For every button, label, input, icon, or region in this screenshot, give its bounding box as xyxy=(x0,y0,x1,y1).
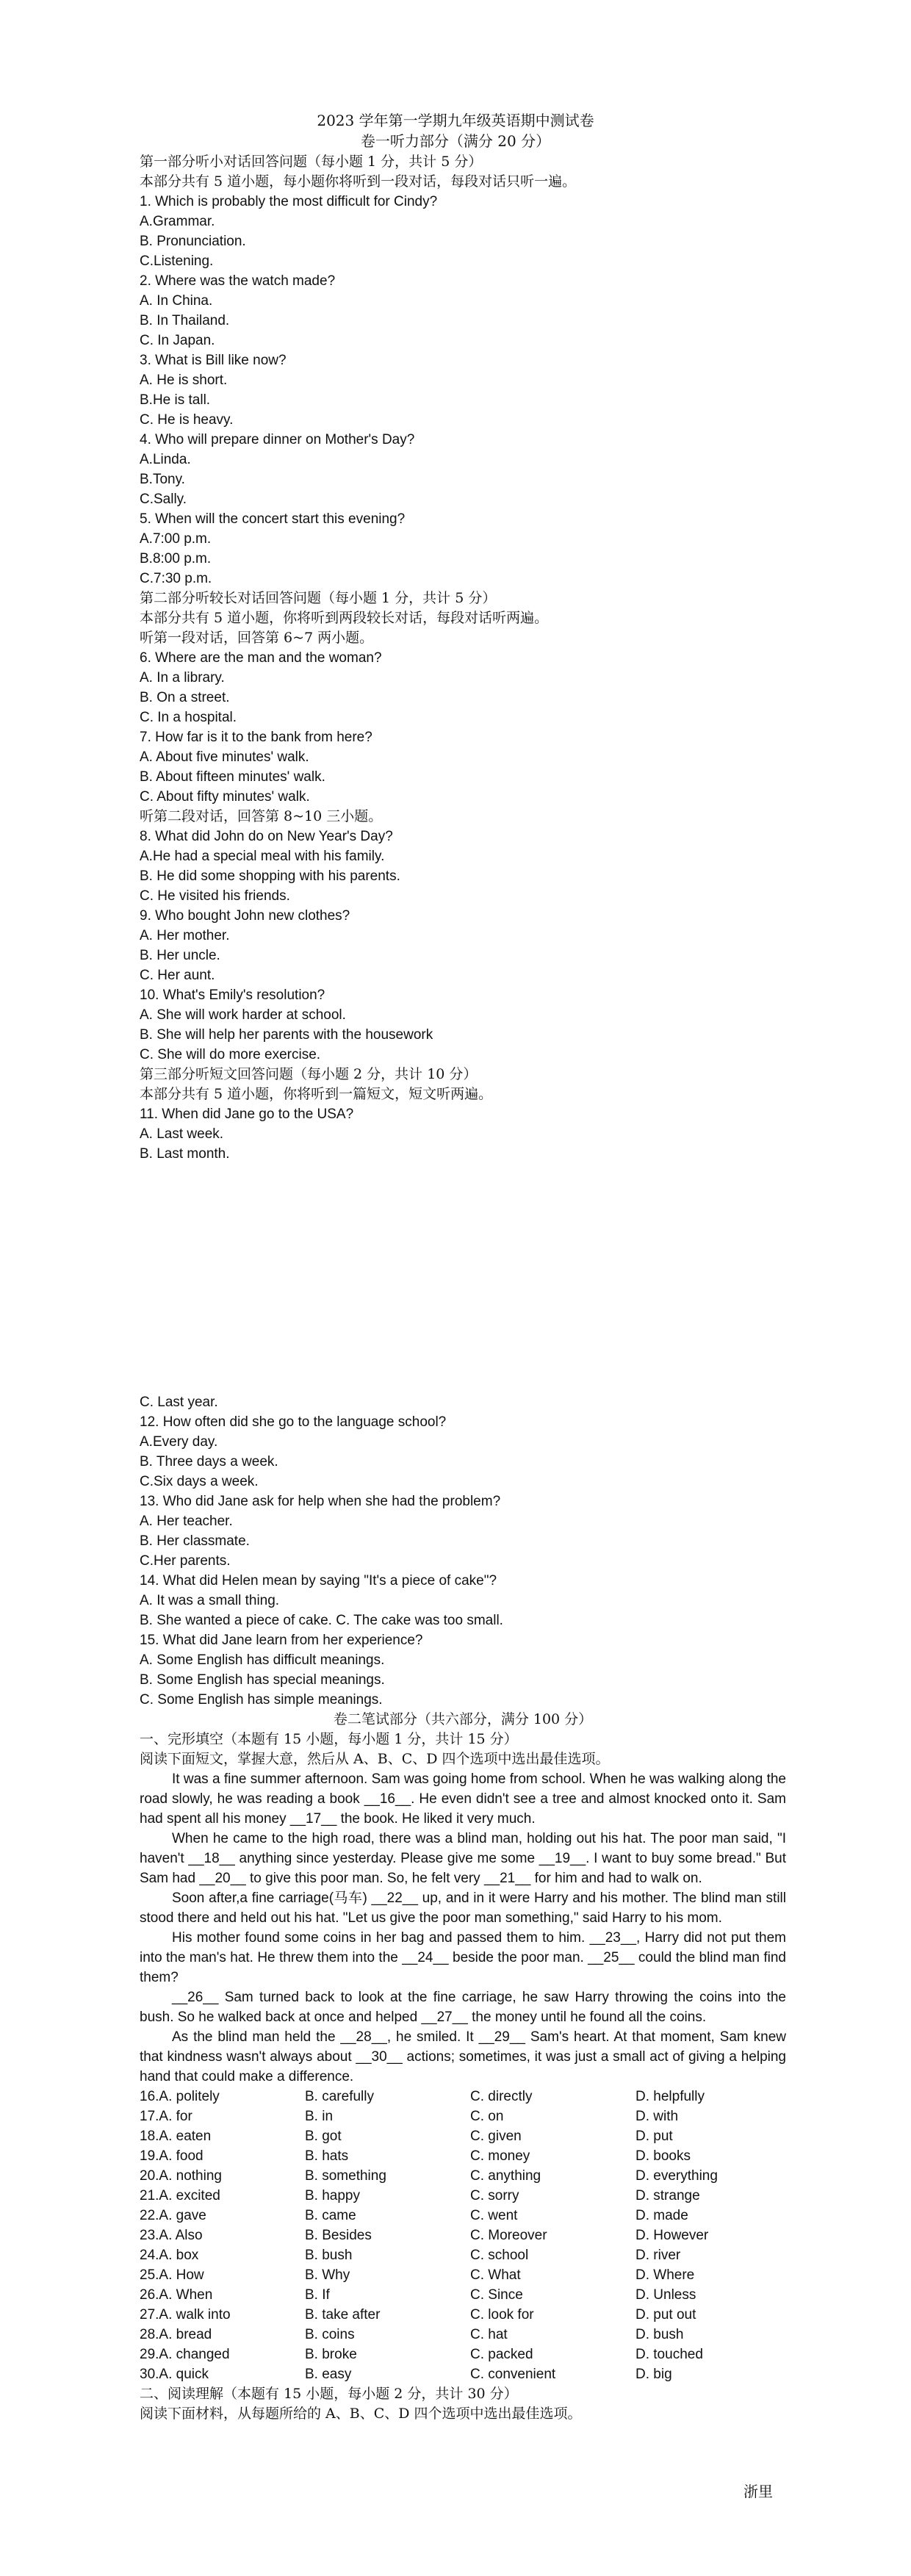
option-line: B. In Thailand. xyxy=(140,313,230,328)
option-cell: D. put out xyxy=(635,2307,696,2323)
option-cell: C. convenient xyxy=(470,2367,556,2382)
option-line: A. She will work harder at school. xyxy=(140,1007,346,1023)
part1-intro: 本部分共有 5 道小题，每小题你将听到一段对话，每段对话只听一遍。 xyxy=(140,173,577,190)
option-line: B. Some English has special meanings. xyxy=(140,1672,385,1688)
option-cell: D. touched xyxy=(635,2347,703,2362)
option-cell: D. helpfully xyxy=(635,2089,705,2104)
passage-paragraph: As the blind man held the __28__, he smiled. It __29__ Sam's heart. At that moment, Sam knew that kindness wasn't always about __30__ actions; sometimes, it was just a small act of giving a helping hand that could make a difference. xyxy=(140,2029,786,2084)
option-cell: D. everything xyxy=(635,2168,718,2184)
question-line: 10. What's Emily's resolution? xyxy=(140,987,325,1003)
option-cell: 24.A. box xyxy=(140,2248,199,2263)
option-line: A. In a library. xyxy=(140,670,225,686)
option-line: C. Last year. xyxy=(140,1395,218,1410)
reading-title: 二、阅读理解（本题有 15 小题，每小题 2 分，共计 30 分） xyxy=(140,2386,518,2402)
option-cell: C. given xyxy=(470,2129,522,2144)
option-line: C. She will do more exercise. xyxy=(140,1047,321,1062)
option-line: C. Her aunt. xyxy=(140,968,215,983)
option-cell: B. carefully xyxy=(305,2089,374,2104)
question-line: 2. Where was the watch made? xyxy=(140,273,336,289)
option-cell: 29.A. changed xyxy=(140,2347,230,2362)
option-cell: C. money xyxy=(470,2148,530,2164)
option-line: A. Her teacher. xyxy=(140,1514,233,1529)
writing-section-title: 卷二笔试部分（共六部分，满分 100 分） xyxy=(333,1711,593,1727)
option-cell: 18.A. eaten xyxy=(140,2129,212,2144)
question-line: 9. Who bought John new clothes? xyxy=(140,908,350,924)
option-line: B. She wanted a piece of cake. C. The cake was too small. xyxy=(140,1613,503,1628)
exam-title: 2023 学年第一学期九年级英语期中测试卷 xyxy=(317,112,594,129)
reading-intro: 阅读下面材料，从每题所给的 A、B、C、D 四个选项中选出最佳选项。 xyxy=(140,2406,582,2422)
option-cell: B. easy xyxy=(305,2367,352,2382)
question-line: 6. Where are the man and the woman? xyxy=(140,650,382,666)
part2-dialog1: 听第一段对话，回答第 6~7 两小题。 xyxy=(140,630,374,646)
option-line: B. On a street. xyxy=(140,690,230,705)
option-cell: B. happy xyxy=(305,2188,360,2203)
option-row xyxy=(140,2345,786,2364)
part3-title: 第三部分听短文回答问题（每小题 2 分，共计 10 分） xyxy=(140,1066,478,1082)
option-line: A. Some English has difficult meanings. xyxy=(140,1652,385,1668)
option-line: B. He did some shopping with his parents. xyxy=(140,868,400,884)
option-cell: D. Unless xyxy=(635,2287,696,2303)
option-line: C. Some English has simple meanings. xyxy=(140,1692,383,1708)
question-line: 14. What did Helen mean by saying "It's a piece of cake"? xyxy=(140,1573,497,1589)
option-cell: 23.A. Also xyxy=(140,2228,203,2243)
option-line: A.He had a special meal with his family. xyxy=(140,849,385,864)
footer-mark: 浙里 xyxy=(743,2483,773,2500)
option-cell: B. take after xyxy=(305,2307,381,2323)
option-line: C.Listening. xyxy=(140,253,214,269)
option-cell: C. went xyxy=(470,2208,518,2223)
option-cell: B. hats xyxy=(305,2148,349,2164)
option-line: A.Every day. xyxy=(140,1434,218,1450)
option-cell: 25.A. How xyxy=(140,2267,204,2283)
option-row xyxy=(140,2166,786,2186)
option-line: C. In a hospital. xyxy=(140,710,237,725)
option-row xyxy=(140,2087,786,2107)
part2-title: 第二部分听较长对话回答问题（每小题 1 分，共计 5 分） xyxy=(140,590,497,606)
option-cell: B. came xyxy=(305,2208,356,2223)
listening-section-title: 卷一听力部分（满分 20 分） xyxy=(360,132,551,150)
cloze-title: 一、完形填空（本题有 15 小题，每小题 1 分，共计 15 分） xyxy=(140,1731,518,1747)
option-row xyxy=(140,2186,786,2206)
option-cell: B. bush xyxy=(305,2248,353,2263)
option-cell: D. with xyxy=(635,2109,679,2124)
option-row xyxy=(140,2364,786,2384)
passage-paragraph: When he came to the high road, there was a blind man, holding out his hat. The poor man said, "I haven't __18__ anything since yesterday. Please give me some __19__. I want to buy some bread." But Sam had __20__ to give this poor man. So, he felt very __21__ for him and had to walk on. xyxy=(140,1831,786,1886)
question-line: 13. Who did Jane ask for help when she had the problem? xyxy=(140,1494,501,1509)
option-cell: D. river xyxy=(635,2248,681,2263)
question-line: 1. Which is probably the most difficult for Cindy? xyxy=(140,194,438,209)
question-line: 11. When did Jane go to the USA? xyxy=(140,1107,354,1122)
question-line: 4. Who will prepare dinner on Mother's Day? xyxy=(140,432,415,447)
option-row xyxy=(140,2107,786,2126)
option-cell: D. bush xyxy=(635,2327,684,2342)
option-cell: B. If xyxy=(305,2287,330,2303)
question-line: 7. How far is it to the bank from here? xyxy=(140,730,372,745)
option-row xyxy=(140,2245,786,2265)
option-cell: B. something xyxy=(305,2168,386,2184)
option-cell: 22.A. gave xyxy=(140,2208,206,2223)
option-cell: B. got xyxy=(305,2129,342,2144)
option-cell: C. school xyxy=(470,2248,529,2263)
option-row xyxy=(140,2305,786,2325)
part2-intro: 本部分共有 5 道小题，你将听到两段较长对话，每段对话听两遍。 xyxy=(140,610,549,626)
option-line: A. Last week. xyxy=(140,1126,224,1142)
option-cell: C. packed xyxy=(470,2347,533,2362)
option-cell: D. made xyxy=(635,2208,688,2223)
option-row xyxy=(140,2146,786,2166)
question-line: 3. What is Bill like now? xyxy=(140,353,287,368)
option-line: A. It was a small thing. xyxy=(140,1593,280,1608)
option-line: C. He is heavy. xyxy=(140,412,234,428)
option-cell: B. Why xyxy=(305,2267,350,2283)
option-line: B. About fifteen minutes' walk. xyxy=(140,769,325,785)
part2-dialog2: 听第二段对话，回答第 8~10 三小题。 xyxy=(140,808,383,824)
option-line: C. In Japan. xyxy=(140,333,215,348)
option-line: A. About five minutes' walk. xyxy=(140,749,309,765)
option-line: B. Pronunciation. xyxy=(140,234,246,249)
option-row xyxy=(140,2285,786,2305)
option-cell: D. Where xyxy=(635,2267,695,2283)
option-line: B. She will help her parents with the housework xyxy=(140,1027,433,1043)
cloze-intro: 阅读下面短文，掌握大意，然后从 A、B、C、D 四个选项中选出最佳选项。 xyxy=(140,1751,610,1767)
option-cell: 28.A. bread xyxy=(140,2327,212,2342)
option-line: A.Grammar. xyxy=(140,214,215,229)
option-cell: C. What xyxy=(470,2267,521,2283)
part3-intro: 本部分共有 5 道小题，你将听到一篇短文，短文听两遍。 xyxy=(140,1086,493,1102)
option-cell: D. strange xyxy=(635,2188,700,2203)
option-cell: D. big xyxy=(635,2367,672,2382)
option-row xyxy=(140,2206,786,2226)
option-cell: B. Besides xyxy=(305,2228,372,2243)
option-line: C.7:30 p.m. xyxy=(140,571,212,586)
exam-header xyxy=(0,110,911,151)
option-cell: C. hat xyxy=(470,2327,508,2342)
passage-paragraph: __26__ Sam turned back to look at the fine carriage, he saw Harry throwing the coins into the bush. So he walked back at once and helped __27__ the money until he found all the coins. xyxy=(140,1990,786,2025)
passage-paragraph: His mother found some coins in her bag and passed them to him. __23__, Harry did not put them into the man's hat. He threw them into the __24__ beside the poor man. __25__ could the blind man find them? xyxy=(140,1930,786,1985)
option-cell: 21.A. excited xyxy=(140,2188,220,2203)
option-line: C. About fifty minutes' walk. xyxy=(140,789,310,805)
option-line: C.Sally. xyxy=(140,492,187,507)
question-line: 5. When will the concert start this evening? xyxy=(140,511,406,527)
option-line: A. In China. xyxy=(140,293,213,309)
option-cell: C. directly xyxy=(470,2089,533,2104)
option-line: C. He visited his friends. xyxy=(140,888,290,904)
option-cell: C. sorry xyxy=(470,2188,519,2203)
option-cell: 17.A. for xyxy=(140,2109,192,2124)
option-cell: D. put xyxy=(635,2129,673,2144)
option-line: C.Her parents. xyxy=(140,1553,231,1569)
option-cell: 26.A. When xyxy=(140,2287,213,2303)
option-line: B.He is tall. xyxy=(140,392,211,408)
option-line: B. Three days a week. xyxy=(140,1454,278,1469)
option-cell: C. on xyxy=(470,2109,504,2124)
option-line: B. Last month. xyxy=(140,1146,230,1162)
option-cell: C. look for xyxy=(470,2307,534,2323)
option-row xyxy=(140,2226,786,2245)
question-line: 8. What did John do on New Year's Day? xyxy=(140,829,393,844)
option-cell: C. Moreover xyxy=(470,2228,547,2243)
option-cell: 19.A. food xyxy=(140,2148,204,2164)
option-cell: B. broke xyxy=(305,2347,357,2362)
option-line: C.Six days a week. xyxy=(140,1474,259,1489)
option-cell: C. anything xyxy=(470,2168,541,2184)
question-line: 12. How often did she go to the language school? xyxy=(140,1414,447,1430)
option-row xyxy=(140,2325,786,2345)
listening-continued xyxy=(140,1392,786,2424)
passage-paragraph: Soon after,a fine carriage(马车) __22__ up, and in it were Harry and his mother. The blind man still stood there and held out his hat. "Let us give the poor man something," said Harry to his mom. xyxy=(140,1890,786,1926)
option-cell: C. Since xyxy=(470,2287,523,2303)
option-line: B. Her classmate. xyxy=(140,1533,250,1549)
option-line: A.Linda. xyxy=(140,452,191,467)
option-line: A. Her mother. xyxy=(140,928,230,943)
cloze-options-table xyxy=(140,2087,786,2384)
option-line: B.Tony. xyxy=(140,472,185,487)
option-line: A.7:00 p.m. xyxy=(140,531,212,547)
passage-paragraph: It was a fine summer afternoon. Sam was going home from school. When he was walking along the road slowly, he was reading a book __16__. He even didn't see a tree and almost knocked onto it. Sam had spent all his money __17__ the book. He liked it very much. xyxy=(140,1771,786,1827)
question-line: 15. What did Jane learn from her experience? xyxy=(140,1633,423,1648)
option-cell: D. However xyxy=(635,2228,709,2243)
option-cell: 20.A. nothing xyxy=(140,2168,222,2184)
option-cell: B. in xyxy=(305,2109,334,2124)
option-cell: 27.A. walk into xyxy=(140,2307,231,2323)
option-row xyxy=(140,2265,786,2285)
option-line: B. Her uncle. xyxy=(140,948,220,963)
option-line: B.8:00 p.m. xyxy=(140,551,212,566)
option-cell: B. coins xyxy=(305,2327,355,2342)
option-cell: 16.A. politely xyxy=(140,2089,220,2104)
option-row xyxy=(140,2126,786,2146)
option-cell: 30.A. quick xyxy=(140,2367,209,2382)
option-line: A. He is short. xyxy=(140,373,228,388)
listening-section xyxy=(140,152,786,1164)
part1-title: 第一部分听小对话回答问题（每小题 1 分，共计 5 分） xyxy=(140,154,483,170)
option-cell: D. books xyxy=(635,2148,691,2164)
